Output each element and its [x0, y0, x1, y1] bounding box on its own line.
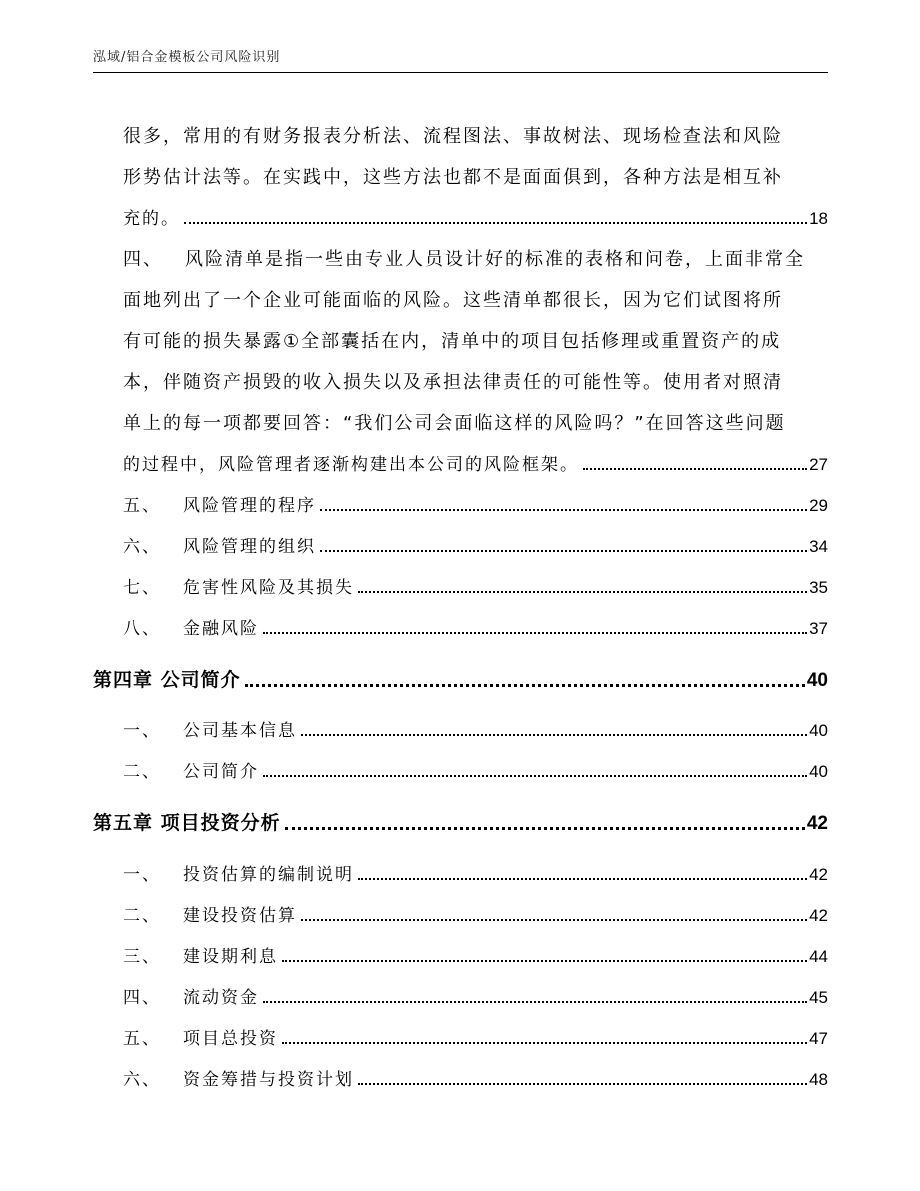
toc-text-line: 面地列出了一个企业可能面临的风险。这些清单都很长，因为它们试图将所 — [123, 290, 783, 311]
toc-page-number: 34 — [809, 537, 828, 556]
toc-entry[interactable] — [123, 491, 828, 516]
toc-page-number: 35 — [809, 578, 828, 597]
running-header: 泓域/铝合金模板公司风险识别 — [93, 50, 281, 65]
toc-entry[interactable] — [123, 716, 828, 741]
dot-leader — [263, 632, 807, 634]
toc-page-number: 47 — [809, 1029, 828, 1048]
dot-leader — [245, 684, 805, 687]
toc-entry-title: 二、 建设投资估算 — [123, 906, 297, 926]
toc-entry[interactable] — [123, 573, 828, 598]
dot-leader — [285, 827, 805, 830]
toc-page-number: 29 — [809, 496, 828, 515]
toc-entry-title: 六、 资金筹措与投资计划 — [123, 1070, 354, 1090]
dot-leader — [583, 468, 807, 470]
toc-page-number: 44 — [809, 947, 828, 966]
toc-entry[interactable] — [123, 1065, 828, 1090]
toc-entry-title: 四、 流动资金 — [123, 988, 259, 1008]
dot-leader — [184, 222, 807, 224]
header-rule — [93, 72, 828, 73]
toc-page-number: 42 — [809, 865, 828, 884]
toc-text-line — [123, 245, 828, 271]
toc-chapter-title: 第四章 公司简介 — [93, 669, 241, 691]
toc-entry[interactable] — [123, 1024, 828, 1049]
toc-entry[interactable] — [123, 614, 828, 639]
toc-page-number: 40 — [809, 762, 828, 781]
toc-entry-title: 五、 项目总投资 — [123, 1029, 278, 1049]
dot-leader — [358, 591, 807, 593]
dot-leader — [358, 878, 807, 880]
dot-leader — [282, 960, 807, 962]
toc-entry[interactable] — [123, 860, 828, 885]
toc-page-number: 42 — [806, 813, 828, 834]
toc-entry[interactable] — [123, 450, 828, 475]
toc-entry-title: 的过程中，风险管理者逐渐构建出本公司的风险框架。 — [123, 455, 579, 475]
toc-text-line: 单上的每一项都要回答：“我们公司会面临这样的风险吗？”在回答这些问题 — [123, 413, 786, 434]
toc-page-number: 42 — [809, 906, 828, 925]
toc-entry-title: 三、 建设期利息 — [123, 947, 278, 967]
dot-leader — [320, 509, 807, 511]
toc-entry-title: 充的。 — [123, 209, 180, 229]
toc-entry[interactable] — [123, 983, 828, 1008]
dot-leader — [282, 1042, 807, 1044]
toc-page-number: 40 — [809, 721, 828, 740]
toc-entry[interactable] — [123, 532, 828, 557]
dot-leader — [263, 775, 807, 777]
toc-page-number: 37 — [809, 619, 828, 638]
toc-entry-title: 二、 公司简介 — [123, 762, 259, 782]
toc-entry-title: 六、 风险管理的组织 — [123, 537, 316, 557]
toc-page-number: 40 — [806, 670, 828, 691]
toc-entry-title: 八、 金融风险 — [123, 619, 259, 639]
toc-page-number: 48 — [809, 1070, 828, 1089]
toc-chapter-entry[interactable] — [93, 665, 828, 692]
toc-text-line: 本，伴随资产损毁的收入损失以及承担法律责任的可能性等。使用者对照清 — [123, 372, 783, 393]
toc-page-number: 45 — [809, 988, 828, 1007]
dot-leader — [301, 734, 807, 736]
toc-entry[interactable] — [123, 901, 828, 926]
toc-entry[interactable] — [123, 204, 828, 229]
toc-entry[interactable] — [123, 757, 828, 782]
toc-chapter-entry[interactable] — [93, 808, 828, 835]
dot-leader — [301, 919, 807, 921]
toc-text-line: 形势估计法等。在实践中，这些方法也都不是面面俱到，各种方法是相互补 — [123, 167, 783, 188]
toc-entry-title: 风险清单是指一些由专业人员设计好的标准的表格和问卷，上面非常全 — [185, 249, 805, 270]
toc-entry-title: 五、 风险管理的程序 — [123, 496, 316, 516]
toc-chapter-title: 第五章 项目投资分析 — [93, 812, 281, 834]
dot-leader — [263, 1001, 807, 1003]
toc-entry[interactable] — [123, 942, 828, 967]
dot-leader — [320, 550, 807, 552]
toc-entry-title: 一、 投资估算的编制说明 — [123, 865, 354, 885]
toc-entry-title: 七、 危害性风险及其损失 — [123, 578, 354, 598]
toc-text-line: 有可能的损失暴露①全部囊括在内，清单中的项目包括修理或重置资产的成 — [123, 331, 782, 352]
toc-text-line: 很多，常用的有财务报表分析法、流程图法、事故树法、现场检查法和风险 — [123, 126, 783, 147]
toc-page-number: 27 — [809, 455, 828, 474]
toc-entry-number: 四、 — [123, 249, 163, 270]
toc-page-number: 18 — [809, 209, 828, 228]
toc-entry-title: 一、 公司基本信息 — [123, 721, 297, 741]
dot-leader — [358, 1083, 807, 1085]
